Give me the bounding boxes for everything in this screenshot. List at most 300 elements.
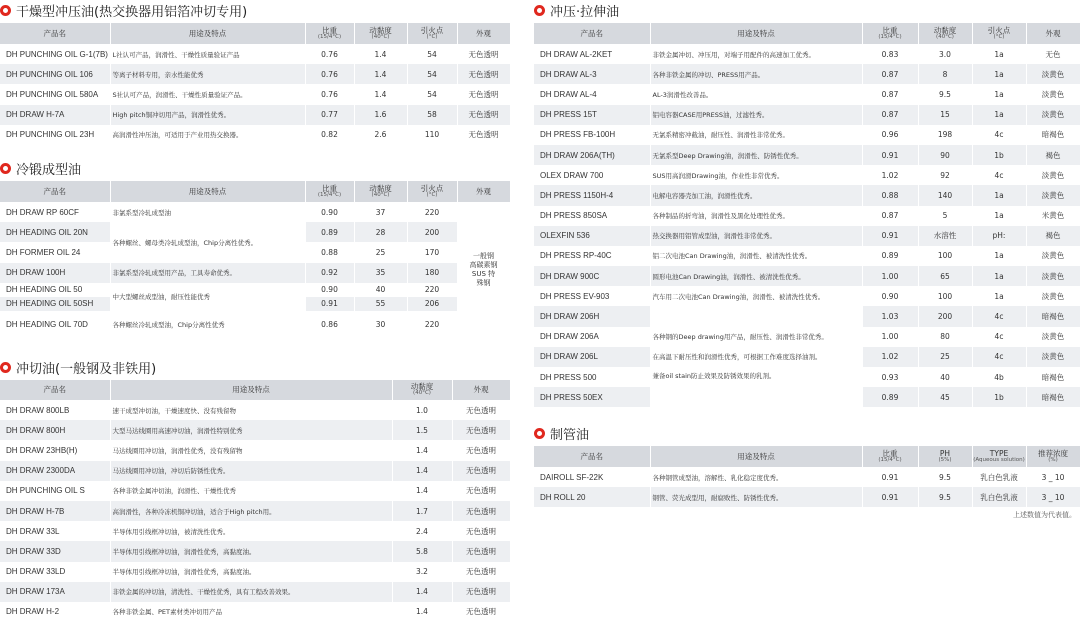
header-label: 引火点 — [420, 183, 444, 193]
product-use: 高润滑性，各种冷冻机铜冲切油，适合于High pitch用。 — [110, 501, 392, 521]
table-row — [0, 400, 510, 420]
product-use: 铝电容器CASE用PRESS油，过滤性秀。 — [650, 105, 862, 125]
appearance: 淡黄色 — [1026, 266, 1080, 286]
header-label: 动黏度 — [410, 382, 434, 392]
header-unit: (15/4°C) — [878, 456, 902, 463]
flash-point: 4c — [972, 347, 1026, 367]
product-use: 各种制品的折弯油，润滑性及黑化处理性优秀。 — [650, 206, 862, 226]
table-row — [0, 84, 510, 104]
flash-point: 1a — [972, 84, 1026, 104]
appearance: 无色透明 — [452, 602, 510, 620]
product-use: 热交换器用铝管成型油，润滑性非常优秀。 — [650, 226, 862, 246]
specific-gravity: 1.00 — [862, 266, 918, 286]
appearance: 暗褐色 — [1026, 306, 1080, 326]
table-row — [534, 185, 1080, 205]
specific-gravity: 0.87 — [862, 206, 918, 226]
product-name: DH DRAW 206L — [534, 347, 650, 367]
product-use: 各种螺丝冷轧成型油，Chip分离性优秀 — [110, 311, 305, 339]
flash-point: 180 — [407, 263, 457, 283]
viscosity: 1.4 — [392, 582, 452, 602]
product-name: OLEX DRAW 700 — [534, 165, 650, 185]
product-name: DH PRESS 1150H-4 — [534, 185, 650, 205]
col-header — [862, 446, 918, 467]
flash-point: 206 — [407, 297, 457, 311]
viscosity: 1.5 — [392, 420, 452, 440]
col-header — [972, 446, 1026, 467]
table-row — [534, 105, 1080, 125]
product-use: 电解电容器壳加工油，润滑性优秀。 — [650, 185, 862, 205]
viscosity: 1.4 — [354, 44, 407, 64]
specific-gravity: 0.92 — [305, 263, 354, 283]
product-use: 半导体用引线框冲切油，润滑性优秀，高黏度油。 — [110, 541, 392, 561]
ph-value: 9.5 — [918, 467, 972, 487]
product-name: DAIROLL SF-22K — [534, 467, 650, 487]
table-row — [0, 420, 510, 440]
specific-gravity: 0.90 — [305, 283, 354, 297]
bullet-icon — [534, 428, 545, 439]
product-use-merged — [650, 306, 862, 407]
header-unit: (15/4°C) — [317, 33, 342, 40]
col-header: 用途及特点 — [110, 380, 392, 400]
product-name: DH DRAW 100H — [0, 263, 110, 283]
appearance: 淡黄色 — [1026, 286, 1080, 306]
flash-point: 110 — [407, 125, 457, 145]
col-header: 产品名 — [0, 23, 110, 44]
col-header — [305, 181, 354, 202]
product-name: DH DRAW 173A — [0, 582, 110, 602]
specific-gravity: 0.93 — [862, 367, 918, 387]
table-row — [534, 306, 1080, 326]
product-name: DH PUNCHING OIL G-1(7B) — [0, 44, 110, 64]
appearance: 无色 — [1026, 44, 1080, 64]
table-row — [534, 165, 1080, 185]
product-use: 无氯系精密冲截油，耐压性、润滑性非常优秀。 — [650, 125, 862, 145]
viscosity: 1.6 — [354, 105, 407, 125]
product-use: 非氯系型冷轧成型用产品，工具寿命优秀。 — [110, 263, 305, 283]
appearance: 无色透明 — [457, 105, 510, 125]
header-label: TYPE — [989, 448, 1009, 458]
col-header — [407, 23, 457, 44]
product-use: 大型马达线圈用高速冲切油，润滑性特别优秀 — [110, 420, 392, 440]
appearance: 褐色 — [1026, 226, 1080, 246]
product-use: 铝二次电池Can Drawing油，润滑性、被清洗性优秀。 — [650, 246, 862, 266]
section-title-text: 冲切油(一般钢及非铁用) — [16, 361, 157, 377]
viscosity: 140 — [918, 185, 972, 205]
flash-point: 54 — [407, 44, 457, 64]
merged-use-line: 在高温下耐压性和润滑性优秀，可根据工作难度选择油剂。 — [652, 352, 822, 361]
col-header: 外观 — [1026, 23, 1080, 44]
table-row — [534, 246, 1080, 266]
appearance: 无色透明 — [452, 400, 510, 420]
section-title-text: 冷锻成型油 — [16, 162, 82, 178]
product-use: High pitch铜冲切用产品，润滑性优秀。 — [110, 105, 305, 125]
viscosity: 1.7 — [392, 501, 452, 521]
specific-gravity: 0.87 — [862, 64, 918, 84]
specific-gravity: 0.82 — [305, 125, 354, 145]
header-unit: (%) — [1048, 456, 1058, 463]
stamping-table — [534, 23, 1080, 407]
viscosity: 1.4 — [354, 64, 407, 84]
viscosity: 2.4 — [392, 521, 452, 541]
col-header: 产品名 — [0, 380, 110, 400]
appearance: 淡黄色 — [1026, 185, 1080, 205]
product-name: DH PUNCHING OIL 23H — [0, 125, 110, 145]
product-use: 非铁金属冲切、冲压用，对端子用配件的高速加工优秀。 — [650, 44, 862, 64]
product-name: DH HEADING OIL 50SH — [0, 297, 110, 311]
specific-gravity: 0.91 — [862, 145, 918, 165]
product-name: DH DRAW H-2 — [0, 602, 110, 620]
viscosity: 9.5 — [918, 84, 972, 104]
col-header: 外观 — [457, 23, 510, 44]
product-use: 高润滑性冲压油，可适用于产业用热交换器。 — [110, 125, 305, 145]
product-use: L社认可产品，润滑性、干燥性质量验证产品 — [110, 44, 305, 64]
specific-gravity: 0.87 — [862, 105, 918, 125]
table-header-row — [534, 23, 1080, 44]
flash-point: 220 — [407, 202, 457, 222]
product-use: 等离子材料专用，亲水性能优秀 — [110, 64, 305, 84]
viscosity: 8 — [918, 64, 972, 84]
section-title-text: 干燥型冲压油(热交换器用铝箔冲切专用) — [16, 4, 248, 20]
viscosity: 40 — [918, 367, 972, 387]
dry-punching-table — [0, 23, 511, 145]
table-row — [0, 125, 510, 145]
table-row — [0, 501, 510, 521]
table-row — [0, 311, 510, 339]
cutting-table — [0, 380, 511, 620]
header-unit: (40°C) — [936, 33, 954, 40]
specific-gravity: 0.77 — [305, 105, 354, 125]
flash-point: 1a — [972, 44, 1026, 64]
product-name: DH HEADING OIL 50 — [0, 283, 110, 297]
product-name: DH DRAW 2300DA — [0, 461, 110, 481]
header-unit: (40°C) — [371, 33, 390, 40]
appearance: 无色透明 — [452, 582, 510, 602]
viscosity: 2.6 — [354, 125, 407, 145]
table-row — [0, 263, 510, 283]
viscosity: 40 — [354, 283, 407, 297]
table-row — [0, 44, 510, 64]
merged-use-line: 兼备oil stain防止效果及防锈效果的乳剂。 — [652, 372, 776, 381]
product-use: 非铁金属的冲切油，清洗性、干燥性优秀，具有工程改善效果。 — [110, 582, 392, 602]
header-label: 动黏度 — [933, 25, 957, 35]
flash-point: 1a — [972, 246, 1026, 266]
product-name: DH PRESS FB-100H — [534, 125, 650, 145]
product-name: DH PUNCHING OIL S — [0, 481, 110, 501]
table-row — [534, 467, 1080, 487]
table-row — [534, 226, 1080, 246]
product-use: 中大型螺丝成型油，耐压性能优秀 — [110, 283, 305, 311]
bullet-icon — [0, 163, 11, 174]
bullet-icon — [0, 5, 11, 16]
table-row — [0, 202, 510, 222]
header-unit: (40°C) — [413, 390, 431, 397]
specific-gravity: 1.03 — [862, 306, 918, 326]
cold-forging-table — [0, 181, 511, 339]
col-header — [354, 23, 407, 44]
appearance: 淡黄色 — [1026, 246, 1080, 266]
product-use: 马达线圈用冲切油，冲切后防锈性优秀。 — [110, 461, 392, 481]
appearance: 淡黄色 — [1026, 327, 1080, 347]
product-name: DH DRAW 23HB(H) — [0, 440, 110, 460]
viscosity: 15 — [918, 105, 972, 125]
header-unit: (15/4°C) — [878, 33, 902, 40]
dry-punching-title — [0, 0, 510, 20]
flash-point: 1a — [972, 206, 1026, 226]
table-row — [534, 64, 1080, 84]
product-name: DH DRAW 33L — [0, 521, 110, 541]
col-header: 产品名 — [534, 446, 650, 467]
product-use: 圆形电池Can Drawing油，润滑性、被清洗性优秀。 — [650, 266, 862, 286]
product-name: DH DRAW 800LB — [0, 400, 110, 420]
cold-forging-title — [0, 158, 510, 178]
specific-gravity: 0.90 — [862, 286, 918, 306]
table-row — [0, 521, 510, 541]
viscosity: 100 — [918, 286, 972, 306]
product-name: DH FORMER OIL 24 — [0, 242, 110, 262]
flash-point: 4c — [972, 306, 1026, 326]
table-row — [534, 145, 1080, 165]
specific-gravity: 0.88 — [305, 242, 354, 262]
product-use: 各种非铁金属冲切油，润滑性、干燥性优秀 — [110, 481, 392, 501]
table-row — [0, 105, 510, 125]
viscosity: 100 — [918, 246, 972, 266]
viscosity: 1.4 — [392, 461, 452, 481]
specific-gravity: 0.91 — [305, 297, 354, 311]
header-label: PH — [939, 448, 951, 458]
product-name: DH PRESS RP-40C — [534, 246, 650, 266]
specific-gravity: 0.89 — [305, 222, 354, 242]
viscosity: 65 — [918, 266, 972, 286]
viscosity: 55 — [354, 297, 407, 311]
viscosity: 45 — [918, 387, 972, 407]
header-unit: (5%) — [938, 456, 952, 463]
dry-punching-section — [0, 0, 510, 145]
appearance: 暗褐色 — [1026, 367, 1080, 387]
header-label: 引火点 — [420, 25, 444, 35]
viscosity: 5 — [918, 206, 972, 226]
viscosity: 90 — [918, 145, 972, 165]
header-label: 比重 — [322, 183, 337, 193]
specific-gravity: 0.76 — [305, 84, 354, 104]
header-unit: (40°C) — [371, 191, 390, 198]
appearance: 暗褐色 — [1026, 387, 1080, 407]
header-unit: (°C) — [993, 33, 1005, 40]
bullet-icon — [0, 362, 11, 373]
specific-gravity: 0.83 — [862, 44, 918, 64]
appearance: 无色透明 — [452, 461, 510, 481]
footnote: 上述数值为代表值。 — [1013, 511, 1076, 519]
header-label: 比重 — [322, 25, 337, 35]
cold-forging-section — [0, 158, 510, 339]
product-name: DH PUNCHING OIL 580A — [0, 84, 110, 104]
viscosity: 198 — [918, 125, 972, 145]
table-row — [0, 582, 510, 602]
specific-gravity: 0.86 — [305, 311, 354, 339]
product-name: DH DRAW H-7A — [0, 105, 110, 125]
flash-point: 1a — [972, 185, 1026, 205]
table-row — [534, 44, 1080, 64]
table-header-row — [534, 446, 1080, 467]
product-name: DH PUNCHING OIL 106 — [0, 64, 110, 84]
product-use: 各种钢管成型油，溶解性、乳化稳定度优秀。 — [650, 467, 862, 487]
appearance: 无色透明 — [452, 521, 510, 541]
flash-point: 4c — [972, 327, 1026, 347]
col-header — [972, 23, 1026, 44]
specific-gravity: 0.76 — [305, 64, 354, 84]
recommended-concentration: 3 _ 10 — [1026, 487, 1080, 507]
col-header — [862, 23, 918, 44]
product-use: 半导体用引线框冲切油，被清洗性优秀。 — [110, 521, 392, 541]
table-row — [0, 222, 510, 242]
col-header: 产品名 — [0, 181, 110, 202]
appearance: 无色透明 — [457, 84, 510, 104]
viscosity: 92 — [918, 165, 972, 185]
product-use: 速干成型冲切油，干燥速度快、没有残留物 — [110, 400, 392, 420]
specific-gravity: 0.89 — [862, 246, 918, 266]
table-row — [534, 125, 1080, 145]
product-name: DH PRESS 850SA — [534, 206, 650, 226]
flash-point: 54 — [407, 84, 457, 104]
recommended-concentration: 3 _ 10 — [1026, 467, 1080, 487]
header-label: 动黏度 — [369, 183, 392, 193]
viscosity: 25 — [354, 242, 407, 262]
product-name: DH DRAW 33D — [0, 541, 110, 561]
table-row — [0, 602, 510, 620]
appearance: 无色透明 — [452, 541, 510, 561]
appearance: 无色透明 — [457, 44, 510, 64]
product-use: 半导体用引线框冲切油，润滑性优秀，高黏度油。 — [110, 562, 392, 582]
viscosity: 25 — [918, 347, 972, 367]
flash-point: 4c — [972, 125, 1026, 145]
specific-gravity: 0.76 — [305, 44, 354, 64]
viscosity: 1.4 — [392, 481, 452, 501]
flash-point: 1a — [972, 266, 1026, 286]
viscosity: 水溶性 — [918, 226, 972, 246]
viscosity: 28 — [354, 222, 407, 242]
specific-gravity: 0.90 — [305, 202, 354, 222]
header-label: 动黏度 — [369, 25, 392, 35]
product-use: 钢管、荧光成型用，耐腐败性、防锈性优秀。 — [650, 487, 862, 507]
table-row — [0, 461, 510, 481]
product-name: DH PRESS EV-903 — [534, 286, 650, 306]
header-label: 比重 — [882, 25, 898, 35]
viscosity: 35 — [354, 263, 407, 283]
product-use: 马达线圈用冲切油，润滑性优秀，没有残留物 — [110, 440, 392, 460]
appearance: 淡黄色 — [1026, 84, 1080, 104]
viscosity: 30 — [354, 311, 407, 339]
bullet-icon — [534, 5, 545, 16]
product-name: DH DRAW 900C — [534, 266, 650, 286]
flash-point: 4b — [972, 367, 1026, 387]
appearance: 无色透明 — [452, 562, 510, 582]
table-header-row — [0, 380, 510, 400]
product-name: DH DRAW 206A(TH) — [534, 145, 650, 165]
col-header: 外观 — [452, 380, 510, 400]
specific-gravity: 0.91 — [862, 226, 918, 246]
specific-gravity: 1.02 — [862, 165, 918, 185]
col-header — [407, 181, 457, 202]
pipe-section — [534, 423, 1080, 519]
col-header: 用途及特点 — [650, 446, 862, 467]
header-label: 比重 — [882, 448, 898, 458]
section-title-text: 冲压·拉伸油 — [550, 4, 620, 20]
product-name: DH DRAW 206A — [534, 327, 650, 347]
product-name: DH DRAW 33LD — [0, 562, 110, 582]
product-name: DH PRESS 50EX — [534, 387, 650, 407]
product-use: S社认可产品，润滑性、干燥性质量验证产品。 — [110, 84, 305, 104]
solution-type: 乳白色乳液 — [972, 467, 1026, 487]
ph-value: 9.5 — [918, 487, 972, 507]
specific-gravity: 0.96 — [862, 125, 918, 145]
flash-point: 170 — [407, 242, 457, 262]
table-row — [0, 541, 510, 561]
table-row — [534, 487, 1080, 507]
product-name: DH DRAW AL-2KET — [534, 44, 650, 64]
product-name: OLEXFIN 536 — [534, 226, 650, 246]
viscosity: 1.0 — [392, 400, 452, 420]
header-unit: (15/4°C) — [317, 191, 342, 198]
table-header-row — [0, 23, 510, 44]
product-use: AL-3润滑性改善品。 — [650, 84, 862, 104]
specific-gravity: 0.87 — [862, 84, 918, 104]
flash-point: 1b — [972, 145, 1026, 165]
product-name: DH DRAW 206H — [534, 306, 650, 326]
solution-type: 乳白色乳液 — [972, 487, 1026, 507]
header-unit: (°C) — [426, 33, 438, 40]
viscosity: 80 — [918, 327, 972, 347]
header-unit: (°C) — [426, 191, 438, 198]
product-name: DH DRAW RP 60CF — [0, 202, 110, 222]
viscosity: 3.2 — [392, 562, 452, 582]
table-row — [0, 562, 510, 582]
specific-gravity: 0.91 — [862, 487, 918, 507]
cutting-title — [0, 357, 510, 377]
col-header: 外观 — [457, 181, 510, 202]
viscosity: 1.4 — [392, 440, 452, 460]
table-row — [0, 64, 510, 84]
header-label: 引火点 — [987, 25, 1011, 35]
table-row — [534, 206, 1080, 226]
viscosity: 1.4 — [392, 602, 452, 620]
product-name: DH HEADING OIL 70D — [0, 311, 110, 339]
specific-gravity: 0.91 — [862, 467, 918, 487]
table-row — [534, 266, 1080, 286]
flash-point: 1a — [972, 286, 1026, 306]
product-name: DH ROLL 20 — [534, 487, 650, 507]
cutting-section — [0, 357, 510, 620]
appearance: 无色透明 — [452, 481, 510, 501]
viscosity: 200 — [918, 306, 972, 326]
appearance: 褐色 — [1026, 145, 1080, 165]
product-use: 各种非铁金属、PET素材类冲切用产品 — [110, 602, 392, 620]
col-header: 产品名 — [534, 23, 650, 44]
specific-gravity: 1.02 — [862, 347, 918, 367]
appearance: 淡黄色 — [1026, 165, 1080, 185]
col-header — [918, 23, 972, 44]
viscosity: 3.0 — [918, 44, 972, 64]
appearance: 淡黄色 — [1026, 105, 1080, 125]
flash-point: 200 — [407, 222, 457, 242]
product-use: 各种螺丝、螺母类冷轧成型油，Chip分离性优秀。 — [110, 222, 305, 262]
viscosity: 5.8 — [392, 541, 452, 561]
specific-gravity: 0.89 — [862, 387, 918, 407]
product-name: DH HEADING OIL 20N — [0, 222, 110, 242]
stamping-title — [534, 0, 1080, 20]
product-name: DH PRESS 15T — [534, 105, 650, 125]
viscosity: 1.4 — [354, 84, 407, 104]
table-row — [0, 440, 510, 460]
section-title-text: 制管油 — [550, 427, 590, 443]
